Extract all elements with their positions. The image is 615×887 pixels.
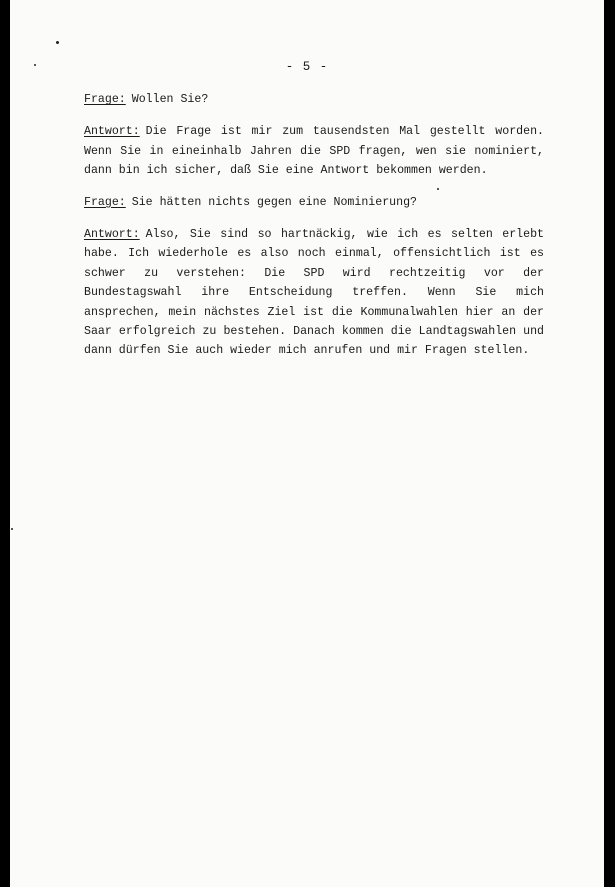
answer-text: Die Frage ist mir zum tausendsten Mal gestellt worden. Wenn Sie in eineinhalb Jahren die SPD fragen, wen sie nominiert, dann bin ich sicher, daß Sie eine Antwort bekommen werden. (84, 125, 544, 178)
question-label: Frage: (84, 93, 126, 106)
scan-speck (11, 528, 13, 530)
question-paragraph (84, 193, 544, 212)
question-text: Sie hätten nichts gegen eine Nominierung? (131, 195, 418, 209)
interview-text (84, 90, 544, 373)
answer-paragraph (84, 122, 544, 180)
answer-paragraph (84, 225, 544, 361)
page-number: - 5 - (285, 60, 329, 74)
answer-text: Also, Sie sind so hartnäckig, wie ich es selten erlebt habe. Ich wiederhole es also noch einmal, offensichtlich ist es schwer zu verstehen: Die SPD wird rechtzeitig vor der Bundestagswahl ihre Entscheidung treffen. Wenn Sie mich ansprechen, mein nächstes Ziel ist die Kommunalwahlen hier an der Saar erfolgreich zu bestehen. Danach kommen die Landtagswahlen und dann dürfen Sie auch wieder mich anrufen und mir Fragen stellen. (84, 228, 544, 358)
question-text: Wollen Sie? (131, 93, 209, 106)
question-paragraph (84, 90, 544, 109)
answer-label: Antwort: (84, 125, 140, 139)
document-page (10, 0, 604, 887)
scan-speck (56, 41, 59, 44)
answer-label: Antwort: (84, 228, 140, 242)
question-label: Frage: (84, 195, 126, 209)
